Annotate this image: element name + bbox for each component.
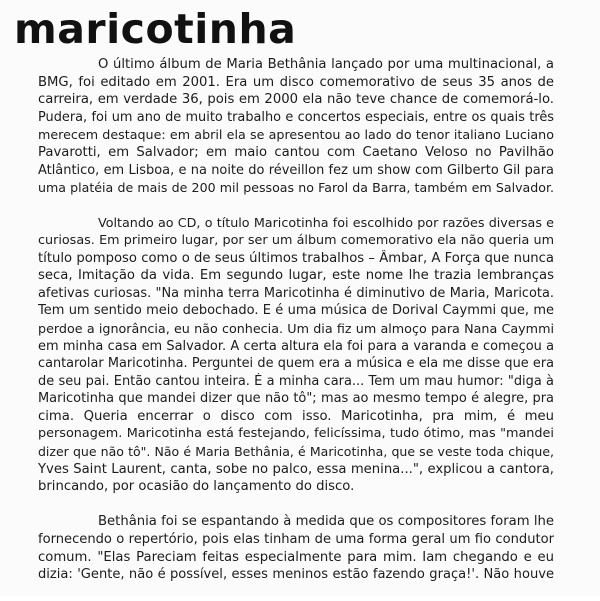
- text-line: cantarolar Maricotinha. Perguntei de quem era a música e ela me disse que era: [38, 356, 554, 372]
- paragraph-2: [38, 214, 554, 496]
- text-line: Pavarotti, em Salvador; em maio cantou com Caetano Veloso no Pavilhão: [38, 144, 554, 160]
- paragraph-3: [38, 513, 554, 583]
- article-body: [38, 56, 554, 601]
- text-line: em minha casa em Salvador. A certa altura ela foi para a varanda e começou a: [38, 338, 554, 354]
- page-title: maricotinha: [14, 5, 297, 53]
- text-line: comum. "Elas Pareciam feitas especialmente para mim. Iam chegando e eu: [38, 549, 554, 565]
- text-line: personagem. Maricotinha está festejando, felicíssima, tudo ótimo, mas "mandei: [38, 426, 554, 442]
- text-line: cima. Queria encerrar o disco com isso. Maricotinha, pra mim, é meu: [38, 408, 554, 424]
- text-line: afetivas curiosas. "Na minha terra Maricotinha é diminutivo de Maria, Maricota.: [38, 285, 554, 301]
- text-line: carreira, em verdade 36, pois em 2000 ela não teve chance de comemorá-lo.: [38, 92, 554, 108]
- text-line: fornecendo o repertório, pois elas tinham de uma forma geral um fio condutor: [38, 532, 554, 548]
- paragraph-1: [38, 56, 554, 197]
- text-line: Voltando ao CD, o título Maricotinha foi escolhido por razões diversas e: [98, 215, 554, 231]
- text-line: Maricotinha que mandei dizer que não tô"; mas ao mesmo tempo é alegre, pra: [38, 391, 554, 407]
- text-line: Yves Saint Laurent, canta, sobe no palco, essa menina...", explicou a cantora,: [38, 461, 554, 477]
- text-line: seca, Imitação da vida. Em segundo lugar, este nome lhe trazia lembranças: [38, 268, 554, 284]
- text-line: O último álbum de Maria Bethânia lançado por uma multinacional, a: [98, 57, 554, 72]
- text-line: brincando, por ocasião do lançamento do disco.: [38, 479, 355, 495]
- text-line: BMG, foi editado em 2001. Era um disco comemorativo de seus 35 anos de: [38, 74, 554, 90]
- text-line: Bethânia foi se espantando à medida que os compositores foram lhe: [98, 514, 554, 530]
- text-line: Pudera, foi um ano de muito trabalho e concertos especiais, entre os quais três: [38, 109, 554, 125]
- text-line: título pomposo como o de seus últimos trabalhos – Âmbar, A Força que nunca: [38, 250, 554, 266]
- text-line: perdoe a ignorância, eu não conhecia. Um dia fiz um almoço para Nana Caymmi: [38, 320, 554, 336]
- text-line: de seu pai. Então cantou inteira. É a minha cara... Tem um mau humor: "diga à: [38, 373, 554, 389]
- text-line: merecem destaque: em abril ela se apresentou ao lado do tenor italiano Luciano: [38, 127, 554, 143]
- text-line: uma platéia de mais de 200 mil pessoas no Farol da Barra, também em Salvador.: [38, 180, 554, 196]
- text-line: Tem um sentido meio debochado. E é uma música de Dorival Caymmi que, me: [38, 303, 554, 319]
- text-line: dizer que não tô". Não é Maria Bethânia, é Maricotinha, que se veste toda chique,: [38, 444, 554, 460]
- text-line: curiosas. Em primeiro lugar, por ser um álbum comemorativo ela não queria um: [38, 232, 554, 248]
- text-line: Atlântico, em Lisboa, e na noite do réveillon fez um show com Gilberto Gil para: [38, 162, 554, 178]
- text-line: dizia: 'Gente, não é possível, esses meninos estão fazendo graça!'. Não houve: [38, 567, 554, 583]
